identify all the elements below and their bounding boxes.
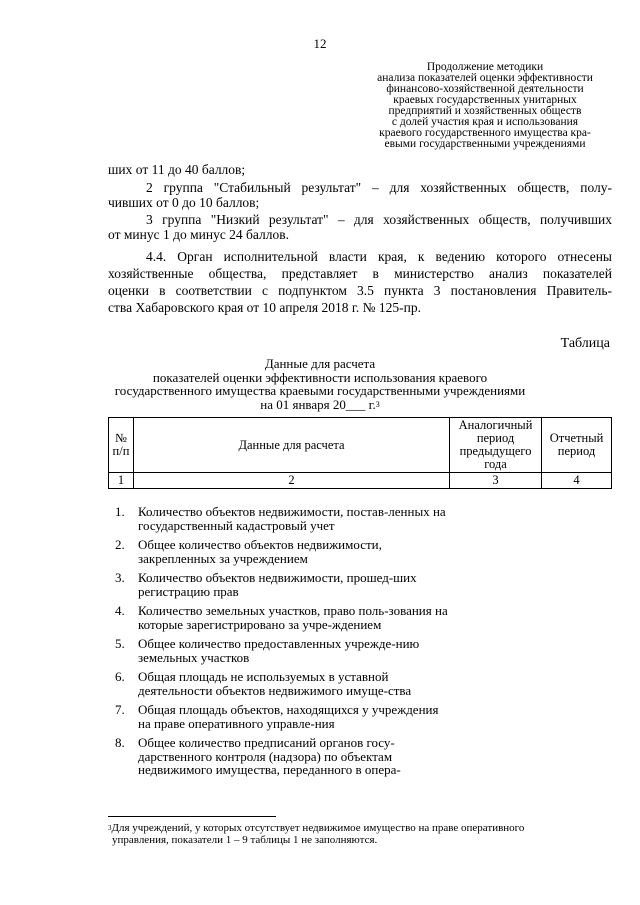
header-cell-num: № п/п xyxy=(109,418,134,473)
list-item xyxy=(108,637,448,664)
document-header xyxy=(360,62,610,150)
list-item-number: 3. xyxy=(115,570,125,585)
list-item-number: 5. xyxy=(115,636,125,651)
list-item xyxy=(108,736,448,777)
list-item-text: Количество объектов недвижимости, постав-ленных на государственный кадастровый учет xyxy=(138,504,446,533)
header-cell-data: Данные для расчета xyxy=(133,418,449,473)
paragraph-4-4: 4.4. Орган исполнительной власти края, к ведению которого отнесены хозяйственные общества, представляет в министерство анализ показателей оценки в соответствии с подпунктом 3.5 пункта 3 постановления Правитель- ства Хабаровского края от 10 апреля 2018 г. № 125-пр. xyxy=(108,249,612,315)
data-table xyxy=(108,417,612,489)
header-line: с долей участия края и использования xyxy=(391,116,579,128)
table-column-numbers-row xyxy=(109,473,612,489)
table-title: Данные для расчета показателей оценки эффективности использования краевого государственного имущества краевыми государственными учреждениями на 01 января 20___ г.$^3$ xyxy=(114,356,526,412)
column-number-cell: 2 xyxy=(133,473,449,489)
footnote: $^3$Для учреждений, у которых отсутствует недвижимое имущество на праве оперативного управления, показатели 1 – 9 таблицы 1 не заполняются. xyxy=(108,822,525,846)
list-item-text: Количество объектов недвижимости, прошед-ших регистрацию прав xyxy=(138,570,417,599)
column-number-cell: 1 xyxy=(109,473,134,489)
paragraph-group-3: 3 группа "Низкий результат" – для хозяйственных обществ, получивших от минус 1 до минус 24 баллов. xyxy=(108,212,612,242)
header-cell-previous-period: Аналогичный период предыдущего года xyxy=(450,418,542,473)
column-number-cell: 3 xyxy=(450,473,542,489)
column-number-cell: 4 xyxy=(542,473,612,489)
page-number: 12 xyxy=(313,36,327,51)
header-line: евыми государственными учреждениями xyxy=(384,138,586,150)
header-line: анализа показателей оценки эффективности xyxy=(377,72,593,84)
paragraph-group-2: 2 группа "Стабильный результат" – для хозяйственных обществ, полу- чивших от 0 до 10 баллов; xyxy=(108,180,612,210)
header-line: финансово-хозяйственной деятельности xyxy=(386,83,584,95)
list-item-number: 2. xyxy=(115,537,125,552)
header-line: краевого государственного имущества кра- xyxy=(379,127,591,139)
footnote-marker: 3 xyxy=(108,824,112,832)
list-item-text: Общая площадь объектов, находящихся у учреждения на праве оперативного управле-ния xyxy=(138,702,439,731)
list-item-number: 6. xyxy=(115,669,125,684)
list-item-number: 8. xyxy=(115,735,125,750)
header-line: краевых государственных унитарных xyxy=(393,94,577,106)
list-item-text: Количество земельных участков, право поль-зования на которые зарегистрировано за учре-ждением xyxy=(138,603,448,632)
list-item-text: Общая площадь не используемых в уставной деятельности объектов недвижимого имуще-ства xyxy=(138,669,412,698)
list-item-text: Общее количество предоставленных учрежде-нию земельных участков xyxy=(138,636,420,665)
list-item xyxy=(108,604,448,631)
header-line: Продолжение методики xyxy=(426,61,544,73)
list-item-text: Общее количество предписаний органов госу-дарственного контроля (надзора) по объектам недвижимого имущества, переданного в опера- xyxy=(138,735,401,777)
list-item xyxy=(108,505,448,532)
paragraph-continuation: ших от 11 до 40 баллов; xyxy=(108,162,246,177)
list-item-text: Общее количество объектов недвижимости, закрепленных за учреждением xyxy=(138,537,382,566)
table-caption: Таблица xyxy=(560,336,610,351)
footnote-divider xyxy=(108,816,276,817)
list-item xyxy=(108,571,448,598)
table-header-row xyxy=(109,418,612,473)
list-item xyxy=(108,703,448,730)
list-item-number: 4. xyxy=(115,603,125,618)
header-cell-current-period: Отчетный период xyxy=(542,418,612,473)
indicator-list xyxy=(108,505,448,783)
list-item xyxy=(108,670,448,697)
footnote-reference: 3 xyxy=(375,399,380,409)
list-item-number: 7. xyxy=(115,702,125,717)
list-item xyxy=(108,538,448,565)
header-line: предприятий и хозяйственных обществ xyxy=(388,105,582,117)
list-item-number: 1. xyxy=(115,504,125,519)
